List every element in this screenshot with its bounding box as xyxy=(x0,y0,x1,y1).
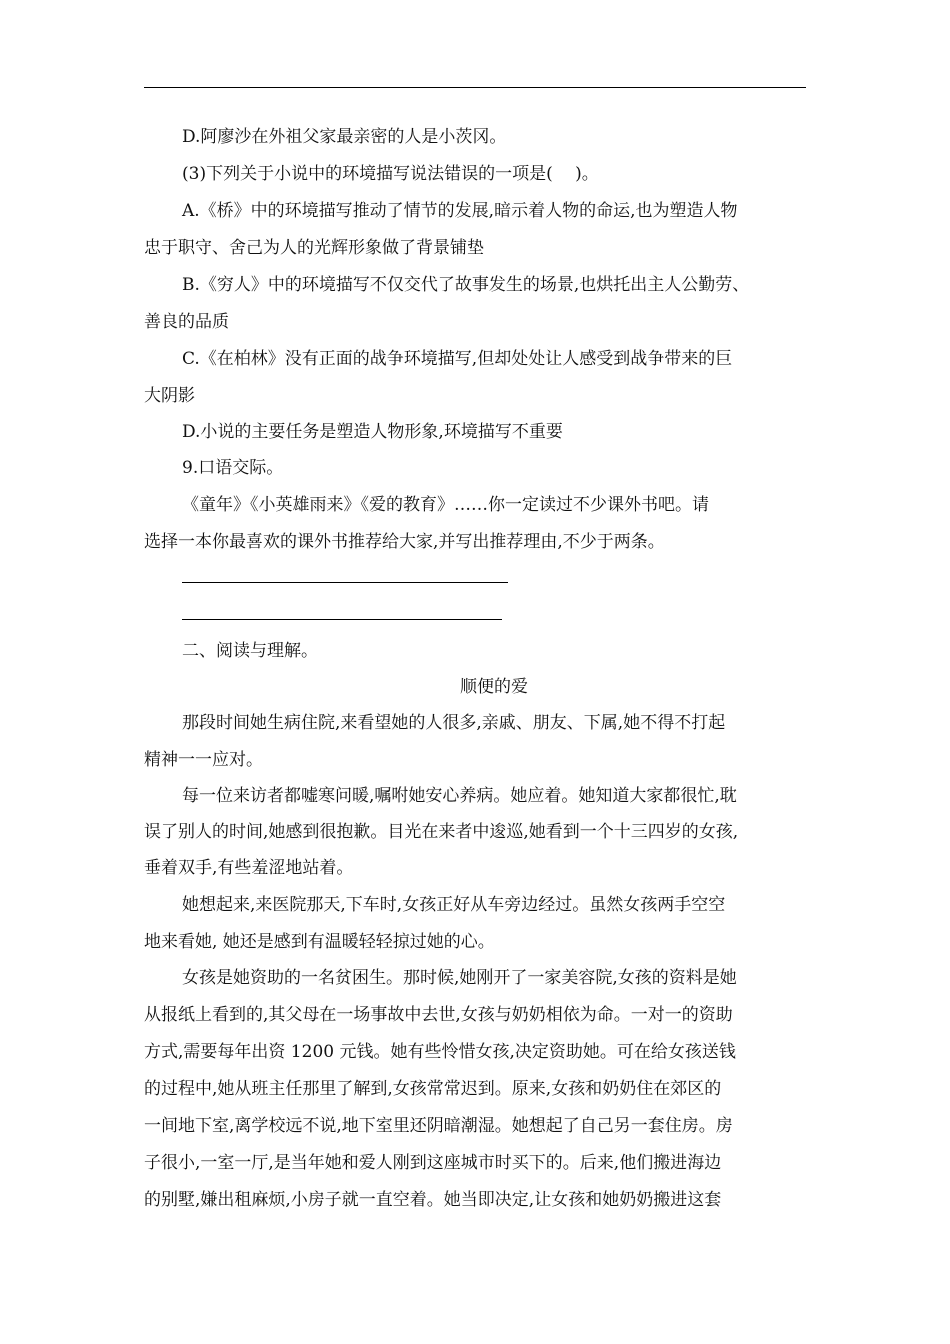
header-rule xyxy=(144,87,806,88)
paragraph-1-line-2: 精神一一应对。 xyxy=(144,750,263,770)
question-3-option-c-line-2: 大阴影 xyxy=(144,386,195,406)
paragraph-4-line-5: 一间地下室,离学校远不说,地下室里还阴暗潮湿。她想起了自己另一套住房。房 xyxy=(144,1116,733,1136)
paragraph-3-line-1: 她想起来,来医院那天,下车时,女孩正好从车旁边经过。虽然女孩两手空空 xyxy=(182,895,726,915)
paragraph-4-line-6: 子很小,一室一厅,是当年她和爱人刚到这座城市时买下的。后来,他们搬进海边 xyxy=(144,1153,722,1173)
paragraph-1-line-1: 那段时间她生病住院,来看望她的人很多,亲戚、朋友、下属,她不得不打起 xyxy=(182,713,726,733)
answer-blank-line-1[interactable] xyxy=(182,582,508,583)
question-3-option-b-line-1: B.《穷人》中的环境描写不仅交代了故事发生的场景,也烘托出主人公勤劳、 xyxy=(182,275,750,295)
question-3-option-a-line-1: A.《桥》中的环境描写推动了情节的发展,暗示着人物的命运,也为塑造人物 xyxy=(182,201,738,221)
paragraph-4-line-7: 的别墅,嫌出租麻烦,小房子就一直空着。她当即决定,让女孩和她奶奶搬进这套 xyxy=(144,1190,722,1210)
question-3-option-a-line-2: 忠于职守、舍己为人的光辉形象做了背景铺垫 xyxy=(144,238,484,258)
question-3-option-c-line-1: C.《在柏林》没有正面的战争环境描写,但却处处让人感受到战争带来的巨 xyxy=(182,349,733,369)
question-3-option-d: D.小说的主要任务是塑造人物形象,环境描写不重要 xyxy=(182,422,563,442)
paragraph-2-line-1: 每一位来访者都嘘寒问暖,嘱咐她安心养病。她应着。她知道大家都很忙,耽 xyxy=(182,786,737,806)
paragraph-4-line-3: 方式,需要每年出资 1200 元钱。她有些怜惜女孩,决定资助她。可在给女孩送钱 xyxy=(144,1042,736,1062)
option-d-aliosha: D.阿廖沙在外祖父家最亲密的人是小茨冈。 xyxy=(182,127,507,147)
paragraph-4-line-2: 从报纸上看到的,其父母在一场事故中去世,女孩与奶奶相依为命。一对一的资助 xyxy=(144,1005,733,1025)
question-3-option-b-line-2: 善良的品质 xyxy=(144,312,229,332)
question-9-prompt-line-1: 《童年》《小英雄雨来》《爱的教育》……你一定读过不少课外书吧。请 xyxy=(182,495,709,515)
answer-blank-line-2[interactable] xyxy=(182,619,502,620)
question-3-stem: (3)下列关于小说中的环境描写说法错误的一项是( )。 xyxy=(182,164,599,184)
paragraph-2-line-2: 误了别人的时间,她感到很抱歉。目光在来者中逡巡,她看到一个十三四岁的女孩, xyxy=(144,822,739,842)
question-9-title: 9.口语交际。 xyxy=(182,458,284,478)
paragraph-4-line-1: 女孩是她资助的一名贫困生。那时候,她刚开了一家美容院,女孩的资料是她 xyxy=(182,968,737,988)
section-2-heading: 二、阅读与理解。 xyxy=(182,641,318,661)
paragraph-4-line-4: 的过程中,她从班主任那里了解到,女孩常常迟到。原来,女孩和奶奶住在郊区的 xyxy=(144,1079,722,1099)
paragraph-3-line-2: 地来看她, 她还是感到有温暖轻轻掠过她的心。 xyxy=(144,932,495,952)
article-title: 顺便的爱 xyxy=(460,677,528,697)
question-9-prompt-line-2: 选择一本你最喜欢的课外书推荐给大家,并写出推荐理由,不少于两条。 xyxy=(144,532,665,552)
paragraph-2-line-3: 垂着双手,有些羞涩地站着。 xyxy=(144,858,354,878)
